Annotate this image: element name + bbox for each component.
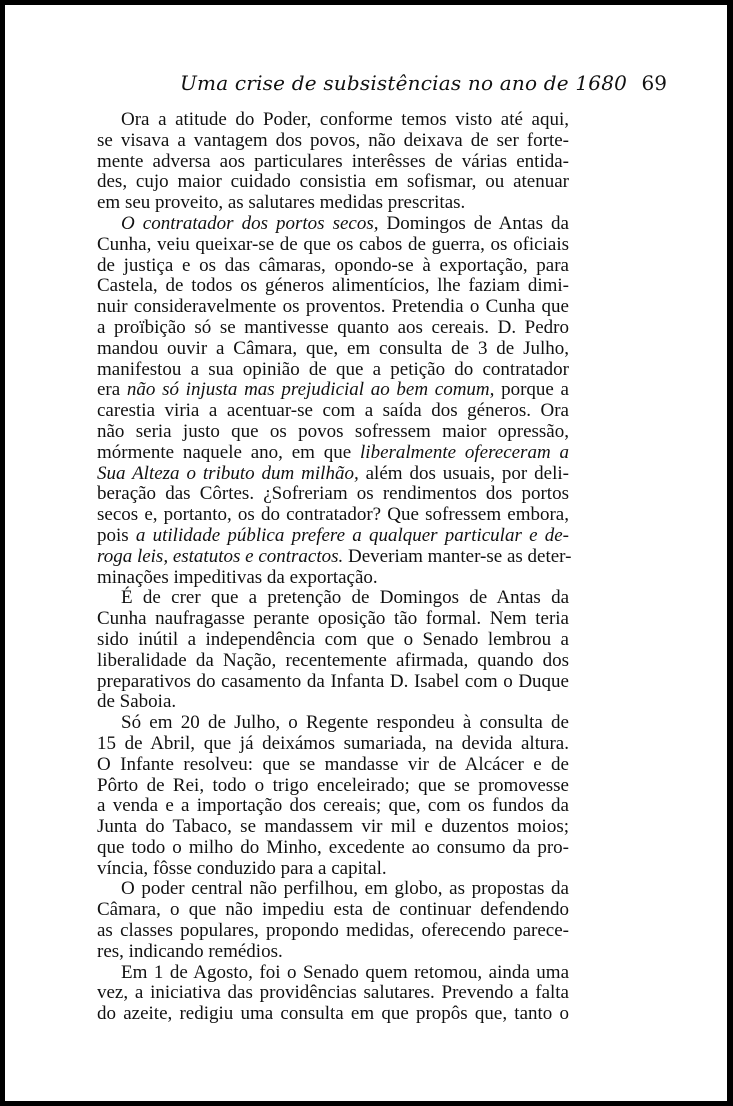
text-run: não seria justo que os povos sofressem maior opressão, [97, 420, 569, 442]
text-line [97, 900, 569, 921]
text-run: mente adversa aos particulares interêsses de várias entida- [97, 150, 569, 172]
text-line [97, 838, 569, 859]
text-line [97, 256, 569, 277]
text-run: era [97, 379, 127, 401]
text-run: as classes populares, propondo medidas, oferecendo parece- [97, 920, 569, 942]
text-run: Cunha, veiu queixar-se de que os cabos de guerra, os oficiais [97, 233, 569, 255]
text-run: víncia, fôsse conduzido para a capital. [97, 857, 387, 879]
text-run: secos e, portanto, os do contratador? Que sofressem embora, [97, 504, 569, 526]
text-run: O poder central não perfilhou, em globo, as propostas da [121, 878, 569, 900]
italic-run: Sua Alteza o tributo dum milhão, [97, 462, 359, 484]
text-run: de Saboia. [97, 691, 177, 713]
text-run: liberalidade da Nação, recentemente afirmada, quando dos [97, 649, 569, 671]
text-run: mórmente naquele ano, em que [97, 441, 361, 463]
text-run: do azeite, redigiu uma consulta em que propôs que, tanto o [97, 1003, 569, 1025]
text-line [97, 318, 569, 339]
text-line [97, 942, 569, 963]
book-page [5, 5, 727, 1101]
text-line [97, 110, 569, 131]
italic-run: liberalmente ofereceram a [360, 441, 569, 463]
text-line [97, 734, 569, 755]
text-line [97, 1004, 569, 1025]
text-line [97, 568, 569, 589]
paragraph [97, 110, 569, 214]
text-run: res, indicando remédios. [97, 940, 283, 962]
italic-run: a utilidade pública prefere a qualquer particular e de- [135, 524, 569, 546]
text-run: Só em 20 de Julho, o Regente respondeu à consulta de [121, 712, 569, 734]
text-run: Castela, de todos os géneros alimentícios, lhe faziam dimi- [97, 275, 569, 297]
text-line [97, 339, 569, 360]
text-line [97, 879, 569, 900]
text-line [97, 193, 569, 214]
text-run: Pôrto de Rei, todo o trigo enceleirado; que se promovesse [97, 774, 569, 796]
text-run: se visava a vantagem dos povos, não deixava de ser forte- [97, 129, 569, 151]
italic-run: roga leis, estatutos e contractos. [97, 545, 344, 567]
page-header [95, 71, 667, 101]
text-run: nuir consideravelmente os proventos. Pretendia o Cunha que [97, 296, 569, 318]
text-run: O Infante resolveu: que se mandasse vir de Alcácer e de [97, 753, 569, 775]
italic-run: não só injusta mas prejudicial ao bem comum, [126, 379, 495, 401]
text-run: 15 de Abril, que já deixámos sumariada, na devida altura. [97, 732, 569, 754]
page-number: 69 [641, 71, 667, 95]
text-line [97, 235, 569, 256]
text-run: manifestou a sua opinião de que a petição do contratador [97, 358, 569, 380]
text-line [97, 651, 569, 672]
text-line [97, 172, 569, 193]
text-run: em seu proveito, as salutares medidas prescritas. [97, 192, 466, 214]
text-line [97, 152, 569, 173]
text-run: a proïbição só se mantivesse quanto aos cereais. D. Pedro [97, 316, 569, 338]
text-line [97, 380, 569, 401]
text-run: de justiça e os das câmaras, opondo-se à exportação, para [97, 254, 569, 276]
text-line [97, 131, 569, 152]
text-line [97, 526, 569, 547]
text-run: beração das Côrtes. ¿Sofreriam os rendimentos dos portos [97, 483, 569, 505]
paragraph [97, 963, 569, 1025]
text-line [97, 963, 569, 984]
text-run: Câmara, o que não impediu esta de continuar defendendo [97, 899, 569, 921]
text-line [97, 859, 569, 880]
text-line [97, 692, 569, 713]
text-run: É de crer que a pretenção de Domingos de Antas da [121, 587, 569, 609]
text-line [97, 983, 569, 1004]
paragraph [97, 713, 569, 879]
text-run: pois [97, 524, 136, 546]
running-title: Uma crise de subsistências no ano de 1680 [180, 71, 628, 95]
text-run: Domingos de Antas da [378, 212, 569, 234]
text-line [97, 630, 569, 651]
body-text [97, 109, 572, 1025]
text-line [97, 443, 569, 464]
text-line [97, 214, 569, 235]
text-run: des, cujo maior cuidado consistia em sofismar, ou atenuar [97, 171, 569, 193]
text-line [97, 713, 569, 734]
text-line [97, 776, 569, 797]
text-line [97, 672, 569, 693]
text-line [97, 588, 569, 609]
text-run: preparativos do casamento da Infanta D. Isabel com o Duque [97, 670, 569, 692]
text-run: sido inútil a independência com que o Senado lembrou a [97, 628, 569, 650]
text-line [97, 545, 572, 568]
text-line [97, 921, 569, 942]
text-run: a venda e a importação dos cereais; que, com os fundos da [97, 795, 569, 817]
text-run: minações impeditivas da exportação. [97, 566, 378, 588]
text-line [97, 297, 569, 318]
text-run: que todo o milho do Minho, excedente ao consumo da pro- [97, 836, 569, 858]
text-run: Em 1 de Agosto, foi o Senado quem retomou, ainda uma [121, 961, 569, 983]
text-run: mandou ouvir a Câmara, que, em consulta de 3 de Julho, [97, 337, 569, 359]
text-line [97, 401, 569, 422]
text-line [97, 796, 569, 817]
text-run: Cunha naufragasse perante oposição tão formal. Nem teria [97, 608, 569, 630]
text-line [97, 422, 569, 443]
paragraph [97, 879, 569, 962]
text-run: Ora a atitude do Poder, conforme temos visto até aqui, [121, 109, 569, 130]
paragraph [97, 588, 569, 713]
paragraph [97, 212, 572, 588]
text-run: carestia viria a acentuar-se com a saída dos géneros. Ora [97, 400, 569, 422]
text-line [97, 484, 569, 505]
text-run: além dos usuais, por deli- [358, 462, 569, 484]
text-line [97, 609, 569, 630]
text-run: vez, a iniciativa das providências salutares. Prevendo a falta [97, 982, 569, 1004]
text-run: Junta do Tabaco, se mandassem vir mil e duzentos moios; [97, 816, 569, 838]
text-line [97, 505, 569, 526]
text-line [97, 360, 569, 381]
text-line [97, 464, 569, 485]
text-line [97, 817, 569, 838]
text-line [97, 755, 569, 776]
italic-run: O contratador dos portos secos, [121, 212, 379, 234]
text-run: Deveriam manter-se as deter- [343, 545, 572, 567]
text-line [97, 276, 569, 297]
text-run: porque a [494, 379, 569, 401]
